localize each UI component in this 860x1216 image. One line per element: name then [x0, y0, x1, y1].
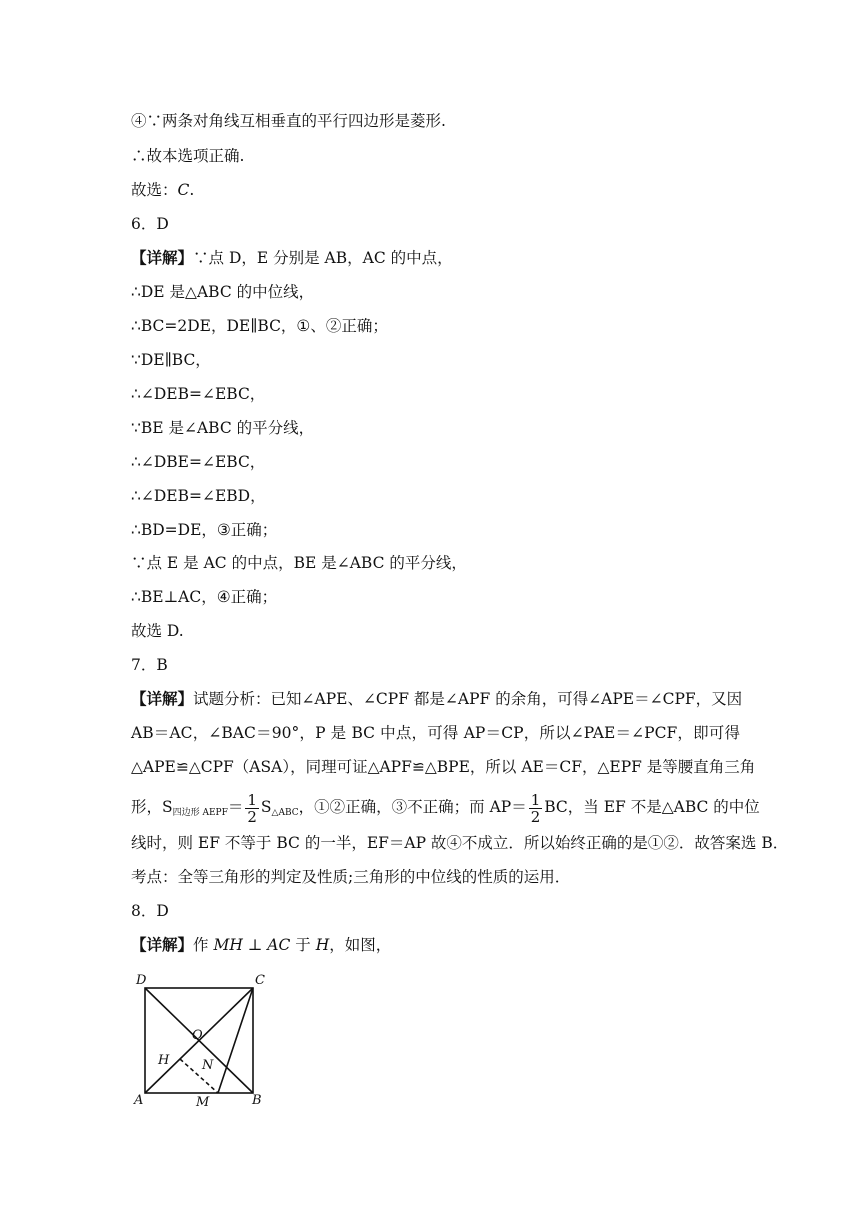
- text-line: △APE≌△CPF（ASA），同理可证△APF≌△BPE，所以 AE＝CF，△EPF 是等腰直角三角: [131, 758, 756, 776]
- fraction-one-half: $\frac{1}{2}$: [530, 790, 541, 826]
- label-d: D: [136, 973, 147, 988]
- question-8-detail: 【详解】作 MH ⊥ AC 于 H，如图，: [131, 935, 392, 954]
- text-line-answer-5: 故选：C.: [131, 181, 195, 199]
- label-b: B: [252, 1093, 262, 1108]
- label-n: N: [202, 1058, 214, 1073]
- text-line: ∴∠DEB=∠EBC，: [131, 385, 266, 403]
- label-c: C: [255, 973, 265, 988]
- question-6-detail: 【详解】∵点 D，E 分别是 AB，AC 的中点，: [131, 248, 453, 267]
- text-line: ∵DE∥BC，: [131, 351, 211, 369]
- text-line: 线时，则 EF 不等于 BC 的一半，EF＝AP 故④不成立．所以始终正确的是①②．故答案选 B．: [131, 834, 789, 852]
- question-7-detail: 【详解】试题分析：已知∠APE、∠CPF 都是∠APF 的余角，可得∠APE＝∠CPF，又因: [131, 689, 743, 708]
- text-line-fraction: 形，$S_{四边形 AEPF}=$ $\frac{1}{2}$ $S_{\triangle ABC}$，①②正确，③不正确；而 AP＝ $\frac{1}{2}$ BC，当 EF 不是△ABC 的中位: [131, 790, 760, 826]
- text-line: ∴∠DEB=∠EBD，: [131, 487, 266, 505]
- question-6-heading: 6．D: [131, 215, 169, 233]
- text-line: ∴BC=2DE，DE∥BC，①、②正确；: [131, 317, 388, 335]
- text-line: ∴∠DBE=∠EBC，: [131, 453, 266, 471]
- text-line-rhombus: ④∵两条对角线互相垂直的平行四边形是菱形.: [131, 112, 446, 130]
- label-m: M: [196, 1095, 210, 1108]
- segment-cm: [218, 988, 253, 1093]
- text-line: AB＝AC，∠BAC＝90°，P 是 BC 中点，可得 AP＝CP，所以∠PAE＝∠PCF，即可得: [131, 724, 740, 742]
- label-h: H: [158, 1053, 170, 1068]
- text-line-answer-6: 故选 D.: [131, 622, 184, 640]
- text-line-conclusion: ∴故本选项正确.: [131, 147, 245, 165]
- question-7-heading: 7．B: [131, 656, 168, 674]
- square-diagram: [128, 968, 268, 1108]
- text-line: ∴BD=DE，③正确；: [131, 521, 278, 539]
- geometry-figure: [128, 968, 268, 1108]
- text-line: ∵点 E 是 AC 的中点，BE 是∠ABC 的平分线，: [131, 554, 467, 572]
- text-line: ∴DE 是△ABC 的中位线，: [131, 283, 315, 301]
- text-line: ∴BE⊥AC，④正确；: [131, 588, 278, 606]
- text-line-keypoint: 考点：全等三角形的判定及性质;三角形的中位线的性质的运用．: [131, 868, 571, 886]
- label-o: O: [192, 1028, 203, 1043]
- question-8-heading: 8．D: [131, 902, 169, 920]
- label-a: A: [134, 1093, 144, 1108]
- text-line: ∵BE 是∠ABC 的平分线，: [131, 419, 315, 437]
- fraction-one-half: $\frac{1}{2}$: [247, 790, 257, 826]
